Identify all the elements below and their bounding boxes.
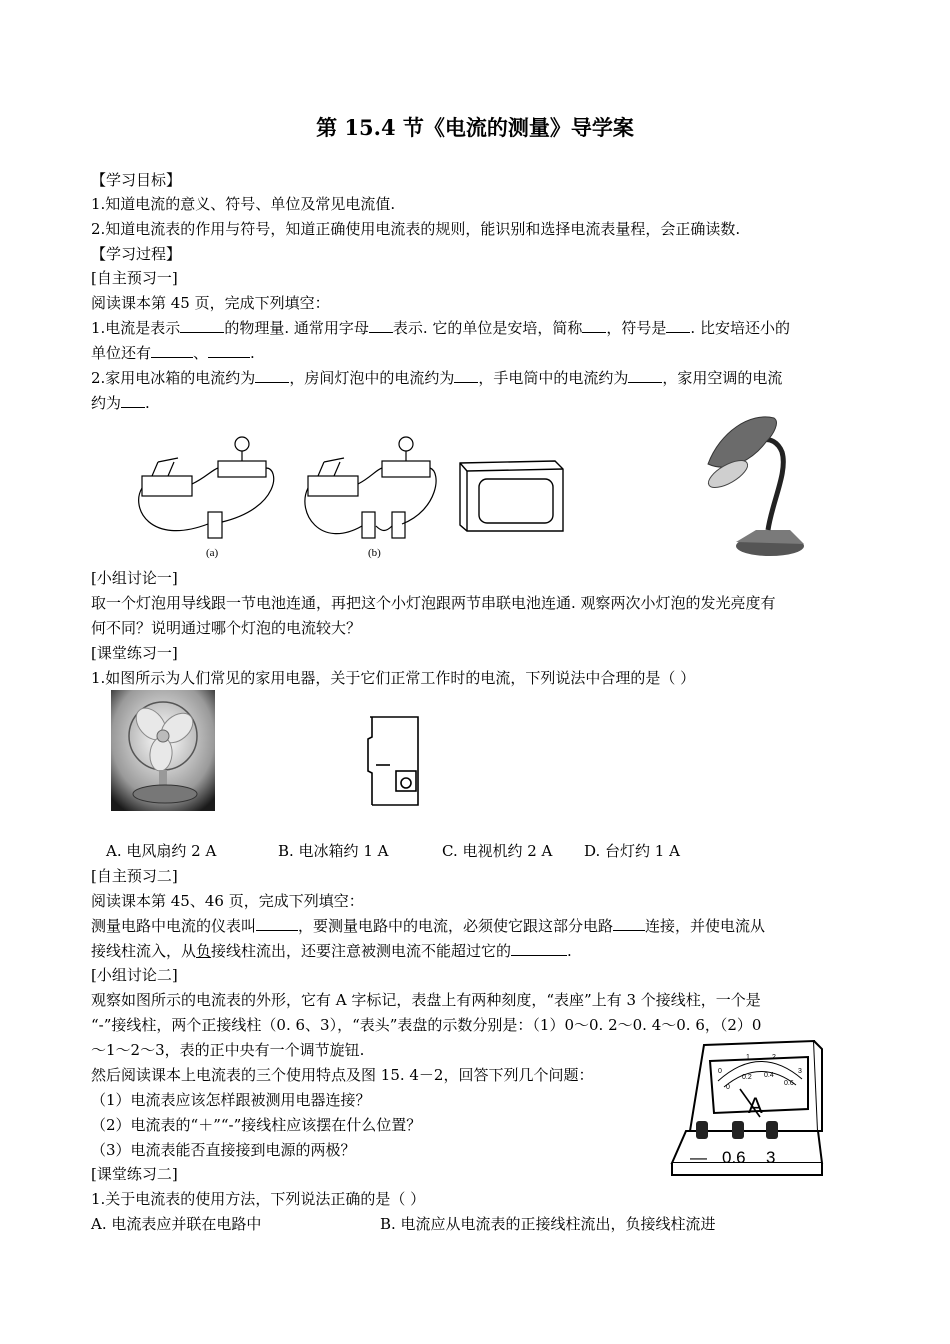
q2-text-c: ，手电筒中的电流约为 (478, 369, 629, 387)
terminal-knob (732, 1121, 744, 1139)
switch-board-b (308, 476, 358, 496)
blank-field[interactable] (666, 318, 690, 333)
ammeter-image (668, 1035, 826, 1183)
q2-text-d: ，家用空调的电流 (662, 369, 783, 387)
practice2-option-b[interactable]: B. 电流应从电流表的正接线柱流出，负接线柱流进 (380, 1215, 716, 1233)
discussion2-heading: [小组讨论二] (91, 966, 178, 984)
battery-icon (208, 512, 222, 538)
battery-icon (392, 512, 405, 538)
scale-bottom-0: 0 (726, 1084, 730, 1091)
battery-icon (362, 512, 375, 538)
scale-bottom-1: 0.2 (742, 1074, 752, 1081)
blank-field[interactable] (582, 318, 606, 333)
preview1-heading: [自主预习一] (91, 269, 178, 287)
objectives-heading: 【学习目标】 (91, 171, 182, 189)
discussion2-line3: ～1～2～3，表的正中央有一个调节旋钮. (91, 1041, 365, 1059)
p2-text-e: 负 (196, 942, 212, 960)
discussion1-line1: 取一个灯泡用导线跟一节电池连通，再把这个小灯泡跟两节串联电池连通. 观察两次小灯泡的发光亮度有 (91, 594, 776, 612)
practice2-question: 1.关于电流表的使用方法，下列说法正确的是（ ） (91, 1190, 426, 1208)
preview1-q2-line1 (91, 368, 782, 388)
q2-text-f: . (145, 394, 150, 412)
scale-top-1: 1 (746, 1054, 750, 1061)
discussion2-q2: （2）电流表的“＋”“-”接线柱应该摆在什么位置？ (91, 1116, 422, 1134)
preview2-line1 (91, 916, 765, 936)
q1-text-g: 、 (193, 344, 209, 362)
bulb-icon (399, 437, 413, 451)
objective-item-2: 2.知道电流表的作用与符号，知道正确使用电流表的规则，能识别和选择电流表量程，会正确读数. (91, 220, 741, 238)
switch-board-a (142, 476, 192, 496)
q1-text-h: . (250, 344, 255, 362)
discussion2-q1: （1）电流表应该怎样跟被测用电器连接？ (91, 1091, 371, 1109)
practice1-heading: [课堂练习一] (91, 644, 178, 662)
terminal-label-0-6: 0.6 (722, 1148, 746, 1167)
blank-field[interactable] (511, 941, 567, 956)
scale-top-0: 0 (718, 1068, 722, 1075)
practice1-question: 1.如图所示为人们常见的家用电器，关于它们正常工作时的电流，下列说法中合理的是（ ） (91, 669, 696, 687)
figure-label-a: (a) (206, 547, 219, 559)
terminal-label-negative: — (690, 1148, 707, 1167)
q2-text-e: 约为 (91, 394, 122, 412)
q1-text-b: 的物理量. 通常用字母 (224, 319, 369, 337)
practice2-heading: [课堂练习二] (91, 1165, 178, 1183)
q2-text-b: ，房间灯泡中的电流约为 (289, 369, 455, 387)
blank-field[interactable] (180, 318, 224, 333)
q2-text-a: 2.家用电冰箱的电流约为 (91, 369, 256, 387)
blank-field[interactable] (255, 368, 289, 383)
terminal-knob (696, 1121, 708, 1139)
preview2-intro: 阅读课本第 45、46 页，完成下列填空： (91, 892, 364, 910)
discussion1-line2: 何不同？说明通过哪个灯泡的电流较大？ (91, 619, 362, 637)
blank-field[interactable] (628, 368, 662, 383)
blank-field[interactable] (121, 393, 145, 408)
blank-field[interactable] (151, 343, 193, 358)
discussion2-q3: （3）电流表能否直接接到电源的两极？ (91, 1141, 356, 1159)
discussion2-line4: 然后阅读课本上电流表的三个使用特点及图 15. 4－2，回答下列几个问题： (91, 1066, 594, 1084)
q1-text-d: ，符号是 (606, 319, 667, 337)
blank-field[interactable] (613, 916, 645, 931)
preview2-heading: [自主预习二] (91, 867, 178, 885)
q1-text-e: . 比安培还小的 (690, 319, 790, 337)
microwave-image (455, 455, 567, 535)
preview1-q1-line2 (91, 343, 255, 363)
refrigerator-image (362, 713, 424, 809)
discussion1-heading: [小组讨论一] (91, 569, 178, 587)
blank-field[interactable] (256, 916, 298, 931)
option-b[interactable]: B. 电冰箱约 1 A (278, 842, 389, 860)
lamp-board-a (218, 461, 266, 477)
terminal-knob (766, 1121, 778, 1139)
scale-bottom-2: 0.4 (764, 1072, 774, 1079)
blank-field[interactable] (454, 368, 478, 383)
p2-text-c: 连接，并使电流从 (645, 917, 766, 935)
figure-label-b: (b) (368, 547, 381, 559)
p2-text-g: . (567, 942, 572, 960)
scale-top-3: 3 (798, 1068, 802, 1075)
option-a[interactable]: A. 电风扇约 2 A (106, 842, 217, 860)
objective-item-1: 1.知道电流的意义、符号、单位及常见电流值. (91, 195, 396, 213)
discussion2-line1: 观察如图所示的电流表的外形，它有 A 字标记，表盘上有两种刻度，“表座”上有 3 个接线柱，一个是 (91, 991, 761, 1009)
desk-lamp-image (700, 412, 815, 560)
blank-field[interactable] (208, 343, 250, 358)
preview1-q2-line2 (91, 393, 150, 413)
practice2-option-a[interactable]: A. 电流表应并联在电路中 (91, 1215, 262, 1233)
scale-top-2: 2 (772, 1054, 776, 1061)
preview1-q1-line1 (91, 318, 790, 338)
q1-text-a: 1.电流是表示 (91, 319, 181, 337)
process-heading: 【学习过程】 (91, 245, 182, 263)
lamp-board-b (382, 461, 430, 477)
p2-text-a: 测量电路中电流的仪表叫 (91, 917, 257, 935)
ammeter-letter: A (748, 1093, 763, 1118)
option-d[interactable]: D. 台灯约 1 A (584, 842, 680, 860)
terminal-label-3: 3 (766, 1148, 776, 1167)
blank-field[interactable] (369, 318, 393, 333)
p2-text-b: ，要测量电路中的电流，必须使它跟这部分电路 (298, 917, 614, 935)
preview1-intro: 阅读课本第 45 页，完成下列填空： (91, 294, 330, 312)
preview2-line2 (91, 941, 572, 961)
q1-text-f: 单位还有 (91, 344, 152, 362)
page-title: 第 15.4 节《电流的测量》导学案 (316, 115, 634, 140)
electric-fan-image (111, 690, 215, 811)
p2-text-f: 接线柱流出，还要注意被测电流不能超过它的 (211, 942, 512, 960)
option-c[interactable]: C. 电视机约 2 A (442, 842, 553, 860)
discussion2-line2: “-”接线柱，两个正接线柱（0. 6、3），“表头”表盘的示数分别是：（1）0～0. 2～0. 4～0. 6，（2）0 (91, 1016, 762, 1034)
q1-text-c: 表示. 它的单位是安培，简称 (392, 319, 583, 337)
bulb-icon (235, 437, 249, 451)
p2-text-d: 接线柱流入，从 (91, 942, 197, 960)
circuit-figure (130, 428, 440, 563)
scale-bottom-3: 0.6 (784, 1080, 794, 1087)
